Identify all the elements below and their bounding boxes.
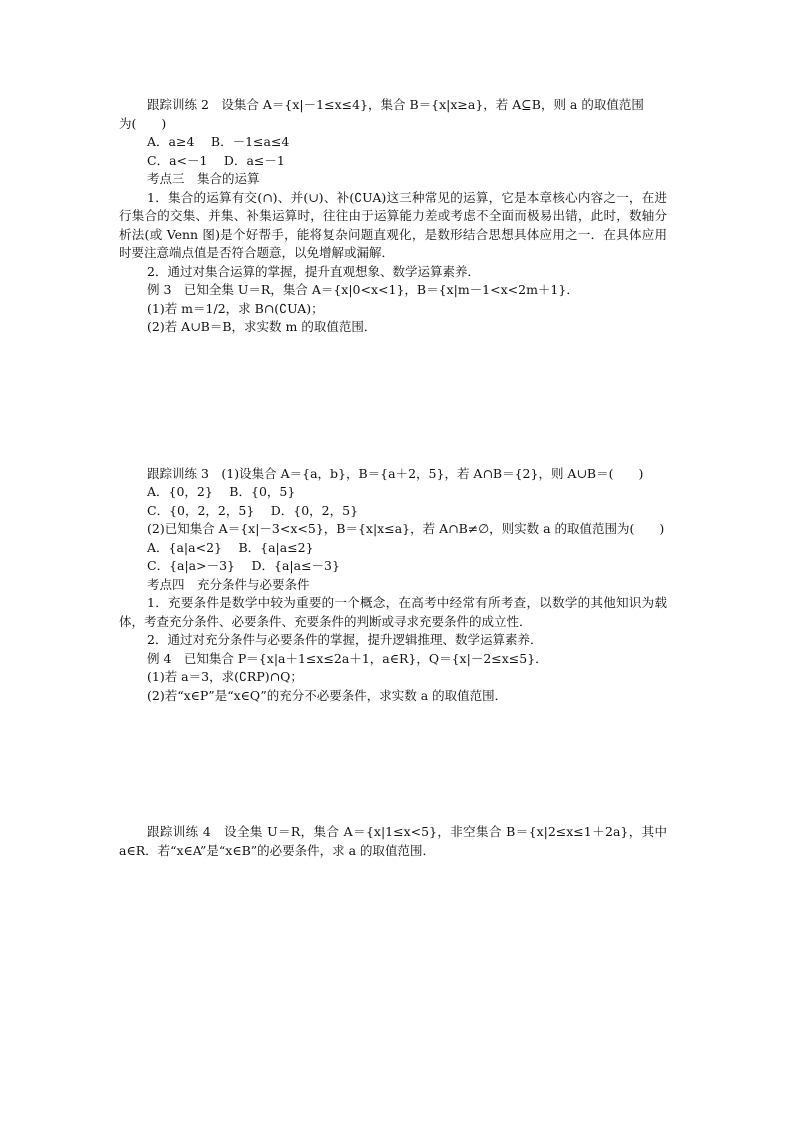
example-3-question-1: (1)若 m＝1/2，求 B∩(∁UA)； (147, 300, 324, 316)
example-4-question-2: (2)若“x∈P”是“x∈Q”的充分不必要条件，求实数 a 的取值范围． (147, 687, 508, 703)
answer-space-example-3 (147, 337, 667, 465)
section-4-title: 考点四 充分条件与必要条件 (147, 576, 310, 592)
practice-3-q1-options-cd: C．{0，2，2，5} D．{0，2，5} (147, 502, 359, 518)
answer-space-example-4 (147, 705, 667, 823)
section-3-title: 考点三 集合的运算 (147, 171, 260, 186)
section-3-paragraph-2: 2．通过对集合运算的掌握，提升直观想象、数学运算素养． (147, 263, 480, 279)
example-4-stem: 例 4 已知集合 P＝{x|a＋1≤x≤2a＋1，a∈R}，Q＝{x|－2≤x≤5}． (147, 650, 548, 666)
practice-2-options-ab: A．a≥4 B．－1≤a≤4 (147, 134, 290, 149)
example-3-stem: 例 3 已知全集 U＝R，集合 A＝{x|0<x<1}，B＝{x|m－1<x<2m＋1}． (147, 282, 579, 297)
practice-3-q2-options-ab: A．{a|a<2} B．{a|a≤2} (147, 539, 314, 555)
practice-3-q1-options-ab: A．{0，2} B．{0，5} (147, 484, 296, 499)
practice-2-stem-line1: 跟踪训练 2 设集合 A＝{x|－1≤x≤4}，集合 B＝{x|x≥a}，若 A⊆B，则 a 的取值范围 (147, 97, 644, 112)
practice-3-q2-stem: (2)已知集合 A＝{x|－3<x<5}，B＝{x|x≤a}，若 A∩B≠∅，则实数 a 的取值范围为( ) (147, 521, 665, 536)
practice-3-q2-options-cd: C．{a|a>－3} D．{a|a≤－3} (147, 558, 340, 573)
example-3-question-2: (2)若 A∪B＝B，求实数 m 的取值范围． (147, 319, 377, 334)
example-4-question-1: (1)若 a＝3，求(∁RP)∩Q； (147, 669, 303, 684)
practice-4-stem: 跟踪训练 4 设全集 U＝R，集合 A＝{x|1≤x<5}，非空集合 B＝{x|2≤x≤1＋2a}，其中 a∈R．若“x∈A”是“x∈B”的必要条件，求 a 的取值范围． (119, 824, 667, 858)
practice-2-stem-line2: 为( ) (119, 115, 167, 131)
worksheet-content (119, 96, 667, 860)
section-3-paragraph-1: 1．集合的运算有交(∩)、并(∪)、补(∁UA)这三种常见的运算，它是本章核心内容之一，在进行集合的交集、并集、补集运算时，往往由于运算能力差或考虑不全面而极易出错，此时，数轴分析法(或 Venn 图)是个好帮手，能将复杂问题直观化，是数形结合思想具体应用之一．在具体应用时要注意端点值是否符合题意，以免增解或漏解． (119, 189, 667, 260)
section-4-paragraph-2: 2．通过对充分条件与必要条件的掌握，提升逻辑推理、数学运算素养． (147, 632, 543, 647)
practice-3-q1-stem: 跟踪训练 3 (1)设集合 A＝{a，b}，B＝{a＋2，5}，若 A∩B＝{2}，则 A∪B＝( ) (147, 465, 644, 481)
practice-2-options-cd: C．a<－1 D．a≤－1 (147, 152, 285, 168)
section-4-paragraph-1: 1．充要条件是数学中较为重要的一个概念，在高考中经常有所考查，以数学的其他知识为载体，考查充分条件、必要条件、充要条件的判断或寻求充要条件的成立性． (119, 595, 667, 629)
